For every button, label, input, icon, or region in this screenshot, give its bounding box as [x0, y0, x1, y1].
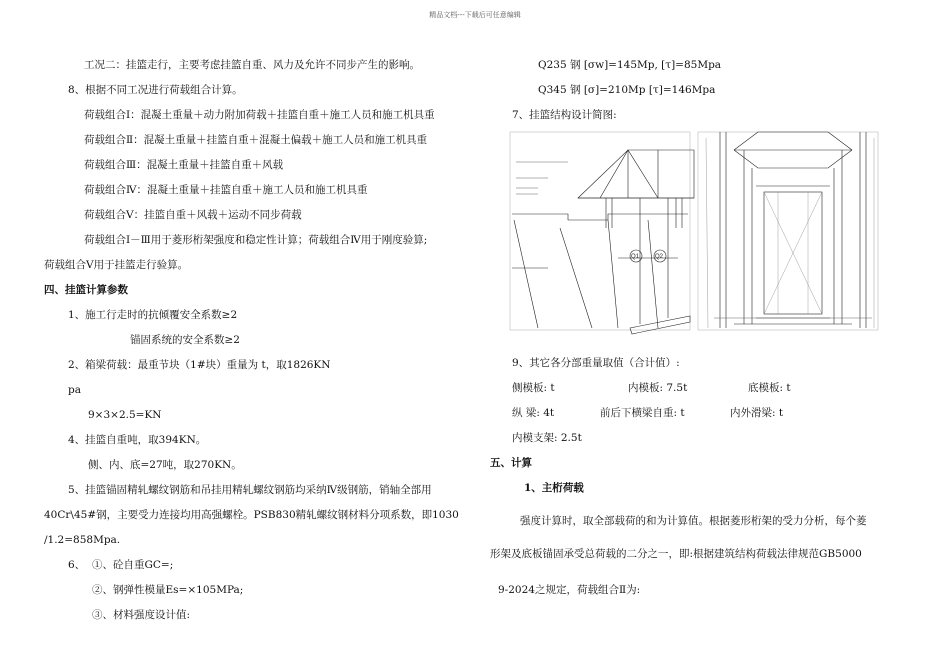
text-line: 侧模板: t — [512, 382, 555, 394]
text-line: ①、砼自重GC=; — [92, 559, 174, 571]
text-line: 2、箱梁荷载：最重节块（1#块）重量为 t，取1826KN — [68, 359, 331, 371]
text-line: 荷载组合Ⅰ－Ⅲ用于菱形桁架强度和稳定性计算；荷载组合Ⅳ用于刚度验算; — [84, 234, 428, 246]
text-line: pa — [68, 384, 81, 396]
section-heading: 四、挂篮计算参数 — [44, 284, 128, 296]
text-line: 荷载组合Ⅴ：挂篮自重＋风载＋运动不同步荷载 — [84, 209, 302, 221]
text-line: 锚固系统的安全系数≥2 — [130, 334, 240, 346]
text-line: 9×3×2.5=KN — [88, 409, 162, 421]
text-line: 荷载组合Ⅱ：混凝土重量＋挂篮自重＋混凝土偏载＋施工人员和施工机具重 — [84, 134, 428, 146]
subsection-heading: 1、主桁荷载 — [524, 482, 584, 494]
text-line: 荷载组合Ⅰ：混凝土重量＋动力附加荷载＋挂篮自重＋施工人员和施工机具重 — [84, 109, 435, 121]
text-line: 荷载组合Ⅳ：混凝土重量＋挂篮自重＋施工人员和施工机具重 — [84, 184, 368, 196]
text-line: 9、其它各分部重量取值（合计值）: — [512, 357, 680, 369]
text-line: 侧、内、底=27吨，取270KN。 — [88, 459, 242, 471]
text-line: ②、钢弹性模量Es=×105MPa; — [92, 584, 244, 596]
diagram-label: Q1 — [631, 254, 640, 260]
text-line: 形架及底板锚固承受总荷载的二分之一，即:根据建筑结构荷载法律规范GB5000 — [490, 548, 862, 560]
text-line: 9-2024之规定，荷载组合Ⅱ为: — [498, 584, 641, 596]
text-line: 5、挂篮锚固精轧螺纹钢筋和吊挂用精轧螺纹钢筋均采纳Ⅳ级钢筋，销轴全部用 — [68, 484, 432, 496]
structure-diagram-svg — [508, 128, 880, 336]
text-line: ③、材料强度设计值: — [92, 609, 191, 621]
text-line: 内模板: 7.5t — [628, 382, 688, 394]
text-line: 6、 — [68, 559, 86, 571]
text-line: 内外滑梁: t — [730, 407, 784, 419]
page-header: 精品文档---下载后可任意编辑 — [429, 11, 521, 19]
text-line: 荷载组合Ⅲ：混凝土重量＋挂篮自重＋风载 — [84, 159, 284, 171]
text-line: 7、挂篮结构设计简图: — [512, 109, 617, 121]
diagram-label: Q2 — [655, 254, 664, 260]
text-line: 1、施工行走时的抗倾覆安全系数≥2 — [68, 309, 238, 321]
text-line: Q235 钢 [σw]=145Mp, [τ]=85Mpa — [538, 59, 722, 71]
text-line: 内模支架: 2.5t — [512, 432, 582, 444]
text-line: 4、挂篮自重吨，取394KN。 — [68, 434, 207, 446]
text-line: 前后下横梁自重: t — [600, 407, 685, 419]
text-line: 工况二：挂篮走行，主要考虑挂篮自重、风力及允许不同步产生的影响。 — [84, 59, 420, 71]
text-line: 底模板: t — [748, 382, 791, 394]
text-line: 纵 梁: 4t — [512, 407, 555, 419]
section-heading: 五、计算 — [490, 457, 532, 469]
structure-diagram — [508, 128, 880, 336]
text-line: 8、根据不同工况进行荷载组合计算。 — [68, 84, 243, 96]
text-line: 荷载组合Ⅴ用于挂篮走行验算。 — [44, 259, 189, 271]
text-line: 40Cr\45#钢，主要受力连接均用高强螺栓。PSB830精轧螺纹钢材料分项系数，即1030 — [44, 509, 459, 521]
text-line: /1.2=858Mpa. — [44, 534, 121, 546]
text-line: Q345 钢 [σ]=210Mp [τ]=146Mpa — [538, 84, 716, 96]
text-line: 强度计算时，取全部载荷的和为计算值。根据菱形桁架的受力分析，每个菱 — [520, 515, 867, 527]
